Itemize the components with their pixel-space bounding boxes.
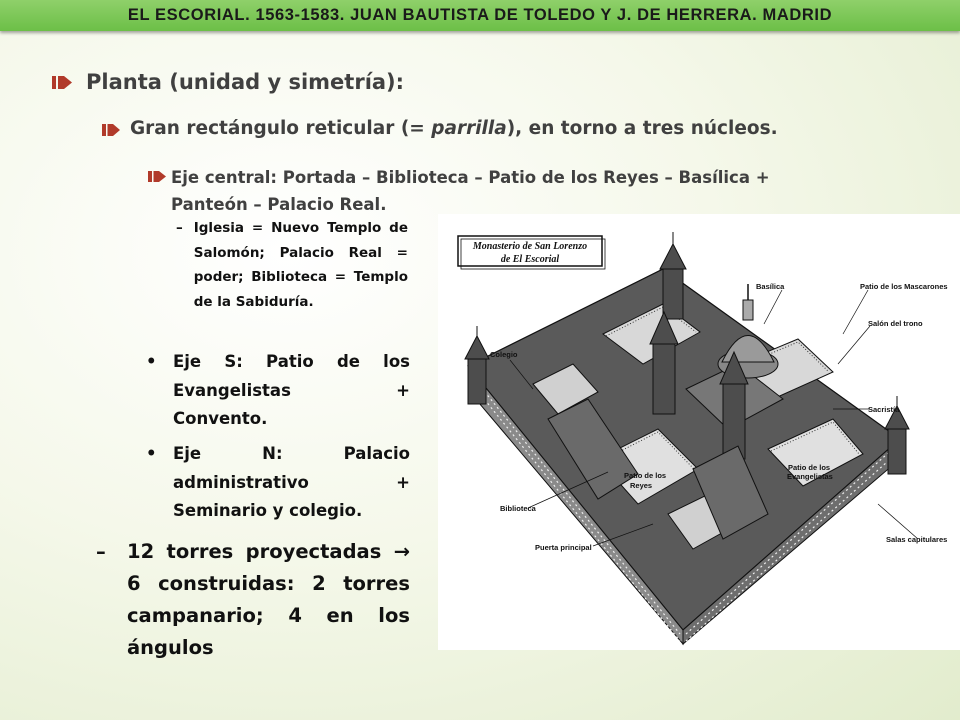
slide-title: EL ESCORIAL. 1563-1583. JUAN BAUTISTA DE TOLEDO Y J. DE HERRERA. MADRID	[127, 6, 833, 24]
text-italic-parrilla: parrilla	[431, 118, 507, 139]
bullet-eje-n	[146, 440, 410, 526]
dash-marker: –	[176, 220, 183, 236]
caption-line-2: de El Escorial	[500, 254, 560, 265]
bullet-eje-s-text: Eje S: Patio de los Evangelistas + Convento.	[173, 352, 410, 428]
caption-line-1: Monasterio de San Lorenzo	[472, 241, 588, 252]
label-evangelistas-2: Evangelistas	[787, 472, 833, 481]
bullet-gran-rectangulo-text	[130, 118, 778, 139]
text-part: Gran rectángulo reticular (=	[130, 118, 432, 139]
label-puerta-principal: Puerta principal	[535, 543, 592, 552]
bullet-eje-n-text: Eje N: Palacio administrativo + Seminario y colegio.	[173, 444, 410, 520]
slide-title-bar	[0, 0, 960, 31]
bullet-iglesia-text: Iglesia = Nuevo Templo de Salomón; Palacio Real = poder; Biblioteca = Templo de la Sabiduría.	[193, 220, 408, 310]
label-basilica: Basílica	[756, 282, 785, 291]
text-part: ), en torno a tres núcleos.	[506, 118, 778, 139]
label-biblioteca: Biblioteca	[500, 504, 536, 513]
bullet-eje-s	[146, 348, 410, 434]
right-arrow-icon	[148, 171, 166, 182]
label-salas-capitulares: Salas capitulares	[886, 535, 948, 544]
bullet-gran-rectangulo	[102, 118, 778, 139]
label-reyes-1: Patio de los	[624, 471, 667, 480]
monastery-building	[465, 232, 909, 644]
label-reyes-2: Reyes	[630, 481, 653, 490]
label-sacristia: Sacristía	[868, 405, 900, 414]
dot-marker: •	[146, 444, 157, 463]
bullet-iglesia	[176, 216, 408, 314]
bullet-torres	[96, 536, 410, 664]
right-arrow-icon	[102, 124, 120, 136]
label-evangelistas-1: Patio de los	[788, 463, 831, 472]
label-mascarones: Patio de los Mascarones	[860, 282, 948, 291]
illustration-caption-box	[458, 236, 605, 269]
label-colegio: Colegio	[490, 350, 518, 359]
right-arrow-icon	[52, 76, 72, 89]
label-salon-trono: Salón del trono	[868, 319, 923, 328]
dash-marker: –	[96, 540, 106, 563]
bullet-eje-central	[148, 164, 813, 218]
dot-marker: •	[146, 352, 157, 371]
bullet-torres-text: 12 torres proyectadas → 6 construidas: 2 torres campanario; 4 en los ángulos	[127, 540, 410, 659]
bullet-planta-text: Planta (unidad y simetría):	[86, 70, 405, 94]
monastery-illustration	[438, 214, 960, 650]
bullet-eje-central-text: Eje central: Portada – Biblioteca – Patio de los Reyes – Basílica + Panteón – Palacio Real.	[171, 168, 770, 214]
bullet-planta	[52, 70, 404, 94]
